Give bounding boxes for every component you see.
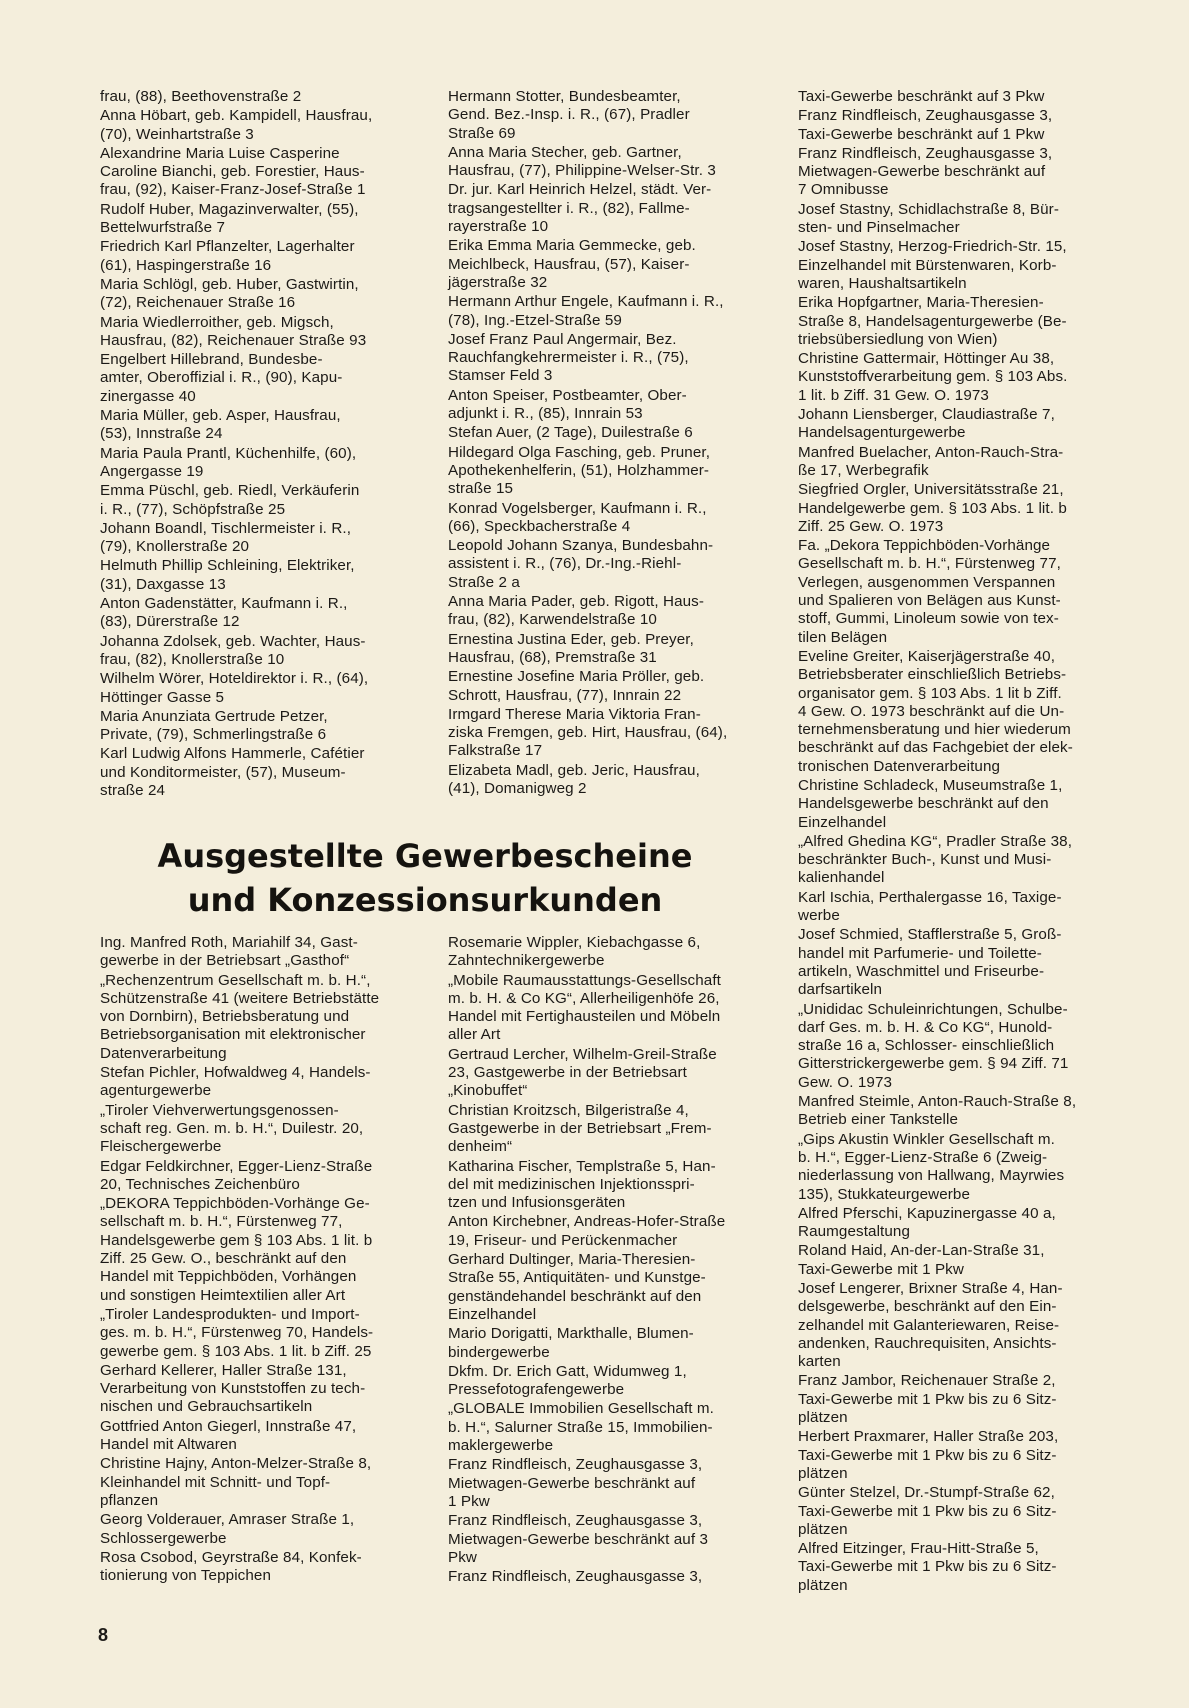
list-entry: Karl Ischia, Perthalergasse 16, Taxige- werbe <box>798 888 1062 925</box>
list-entry: Manfred Steimle, Anton-Rauch-Straße 8, Betrieb einer Tankstelle <box>798 1093 1077 1129</box>
list-entry: Hildegard Olga Fasching, geb. Pruner, Apothekenhelferin, (51), Holzhammer- straße 15 <box>448 443 711 498</box>
list-entry: Christian Kroitzsch, Bilgeristraße 4, Gastgewerbe in der Betriebsart „Frem- denheim“ <box>448 1101 712 1156</box>
list-entry: Günter Stelzel, Dr.-Stumpf-Straße 62, Taxi-Gewerbe mit 1 Pkw bis zu 6 Sitz- plätzen <box>798 1484 1057 1538</box>
list-entry: Maria Paula Prantl, Küchenhilfe, (60), Angergasse 19 <box>100 444 357 480</box>
list-entry: Herbert Praxmarer, Haller Straße 203, Taxi-Gewerbe mit 1 Pkw bis zu 6 Sitz- plätzen <box>798 1428 1059 1482</box>
list-entry: Stefan Pichler, Hofwaldweg 4, Handels- agenturgewerbe <box>100 1064 371 1100</box>
column-top-middle <box>448 88 748 799</box>
list-entry: Dr. jur. Karl Heinrich Helzel, städt. Ver- tragsangestellter i. R., (82), Fallme- rayerstraße 10 <box>448 181 712 236</box>
list-entry: Helmuth Phillip Schleining, Elektriker, (31), Daxgasse 13 <box>100 557 355 593</box>
list-entry: Johann Boandl, Tischlermeister i. R., (79), Knollerstraße 20 <box>100 519 352 556</box>
list-entry: Josef Lengerer, Brixner Straße 4, Han- delsgewerbe, beschränkt auf den Ein- zelhandel mit Galanteriewaren, Reise- andenken, Rauchrequisiten, Ansichts- karten <box>798 1280 1063 1371</box>
list-entry: Christine Schladeck, Museumstraße 1, Handelsgewerbe beschränkt auf den Einzelhandel <box>798 776 1063 831</box>
list-entry: Rudolf Huber, Magazinverwalter, (55), Bettelwurfstraße 7 <box>100 200 359 237</box>
list-entry: Erika Emma Maria Gemmecke, geb. Meichlbeck, Hausfrau, (57), Kaiser- jägerstraße 32 <box>448 237 696 291</box>
list-entry: Edgar Feldkirchner, Egger-Lienz-Straße 20, Technisches Zeichenbüro <box>100 1157 373 1193</box>
list-entry: Maria Wiedlerroither, geb. Migsch, Hausfrau, (82), Reichenauer Straße 93 <box>100 313 367 349</box>
list-entry: Franz Rindfleisch, Zeughausgasse 3, <box>448 1568 703 1586</box>
list-entry: Friedrich Karl Pflanzelter, Lagerhalter (61), Haspingerstraße 16 <box>100 238 355 274</box>
list-entry: Erika Hopfgartner, Maria-Theresien- Straße 8, Handelsagenturgewerbe (Be- triebsübersiedlung von Wien) <box>798 294 1067 348</box>
list-entry: Josef Franz Paul Angermair, Bez. Rauchfangkehrermeister i. R., (75), Stamser Feld 3 <box>448 330 689 385</box>
list-entry: „Rechenzentrum Gesellschaft m. b. H.“, Schützenstraße 41 (weitere Betriebstätte von Dornbirn), Betriebsberatung und Betriebsorganisation mit elektronischer Datenverarbeitung <box>100 971 380 1062</box>
list-entry: Manfred Buelacher, Anton-Rauch-Stra- ße 17, Werbegrafik <box>798 443 1064 479</box>
list-entry: „GLOBALE Immobilien Gesellschaft m. b. H.“, Salurner Straße 15, Immobilien- maklergewerbe <box>448 1400 714 1455</box>
list-entry: Josef Schmied, Stafflerstraße 5, Groß- handel mit Parfumerie- und Toilette- artikeln, Waschmittel und Friseurbe- darfsartikeln <box>798 926 1062 999</box>
column-bottom-middle <box>448 934 768 1587</box>
list-entry: Franz Jambor, Reichenauer Straße 2, Taxi-Gewerbe mit 1 Pkw bis zu 6 Sitz- plätzen <box>798 1372 1057 1427</box>
list-entry: Georg Volderauer, Amraser Straße 1, Schlossergewerbe <box>100 1511 355 1547</box>
list-entry: Christine Hajny, Anton-Melzer-Straße 8, Kleinhandel mit Schnitt- und Topf- pflanzen <box>100 1455 372 1509</box>
list-entry: Anton Gadenstätter, Kaufmann i. R., (83), Dürerstraße 12 <box>100 595 348 631</box>
list-entry: Anton Kirchebner, Andreas-Hofer-Straße 19, Friseur- und Perückenmacher <box>448 1213 726 1249</box>
list-entry: Gerhard Kellerer, Haller Straße 131, Verarbeitung von Kunststoffen zu tech- nischen und Gebrauchsartikeln <box>100 1361 366 1416</box>
list-entry: Alexandrine Maria Luise Casperine Caroline Bianchi, geb. Forestier, Haus- frau, (92), Kaiser-Franz-Josef-Straße 1 <box>100 144 366 199</box>
list-entry: Emma Püschl, geb. Riedl, Verkäuferin i. R., (77), Schöpfstraße 25 <box>100 482 360 518</box>
section-heading <box>100 834 750 922</box>
list-entry: Siegfried Orgler, Universitätsstraße 21, Handelgewerbe gem. § 103 Abs. 1 lit. b Ziff. 25 Gew. O. 1973 <box>798 481 1067 535</box>
list-entry: Alfred Eitzinger, Frau-Hitt-Straße 5, Taxi-Gewerbe mit 1 Pkw bis zu 6 Sitz- plätzen <box>798 1540 1057 1594</box>
list-entry: Anton Speiser, Postbeamter, Ober- adjunkt i. R., (85), Innrain 53 <box>448 386 687 423</box>
section-heading-line-1: Ausgestellte Gewerbescheine <box>157 837 693 875</box>
list-entry: „Unididac Schuleinrichtungen, Schulbe- darf Ges. m. b. H. & Co KG“, Hunold- straße 16 a, Schlosser- einschließlich Gitterstrickergewerbe gem. § 94 Ziff. 71 Gew. O. 1973 <box>798 1000 1069 1091</box>
list-entry: „Gips Akustin Winkler Gesellschaft m. b. H.“, Egger-Lienz-Straße 6 (Zweig- niederlassung von Hallwang, Mayrwies 135), Stukkateurgewerbe <box>798 1130 1065 1203</box>
list-entry: Engelbert Hillebrand, Bundesbe- amter, Oberoffizial i. R., (90), Kapu- zinergasse 40 <box>100 351 343 405</box>
list-entry: Hermann Stotter, Bundesbeamter, Gend. Bez.-Insp. i. R., (67), Pradler Straße 69 <box>448 88 690 142</box>
list-entry: Maria Müller, geb. Asper, Hausfrau, (53), Innstraße 24 <box>100 407 341 443</box>
column-right <box>798 88 1118 1596</box>
list-entry: Ernestine Josefine Maria Pröller, geb. Schrott, Hausfrau, (77), Innrain 22 <box>448 668 705 704</box>
column-top-left <box>100 88 400 801</box>
section-heading-line-2: und Konzessionsurkunden <box>187 881 663 919</box>
list-entry: frau, (88), Beethovenstraße 2 <box>100 88 302 105</box>
list-entry: „Tiroler Viehverwertungsgenossen- schaft reg. Gen. m. b. H.“, Duilestr. 20, Fleischergewerbe <box>100 1101 364 1156</box>
list-entry: Gerhard Dultinger, Maria-Theresien- Straße 55, Antiquitäten- und Kunstge- genständehandel beschränkt auf den Einzelhandel <box>448 1251 706 1323</box>
list-entry: „Alfred Ghedina KG“, Pradler Straße 38, beschränkter Buch-, Kunst und Musi- kalienhandel <box>798 832 1073 887</box>
list-entry: Johanna Zdolsek, geb. Wachter, Haus- frau, (82), Knollerstraße 10 <box>100 632 366 668</box>
list-entry: Rosa Csobod, Geyrstraße 84, Konfek- tionierung von Teppichen <box>100 1548 362 1585</box>
list-entry: Franz Rindfleisch, Zeughausgasse 3, Mietwagen-Gewerbe beschränkt auf 7 Omnibusse <box>798 144 1053 199</box>
list-entry: Dkfm. Dr. Erich Gatt, Widumweg 1, Pressefotografengewerbe <box>448 1362 687 1399</box>
list-entry: Fa. „Dekora Teppichböden-Vorhänge Gesellschaft m. b. H.“, Fürstenweg 77, Verlegen, ausgenommen Verspannen und Spalieren von Belägen aus Kunst- stoff, Gummi, Linoleum sowie von tex- tilen Belägen <box>798 537 1061 646</box>
list-entry: Johann Liensberger, Claudiastraße 7, Handelsagenturgewerbe <box>798 406 1055 442</box>
list-entry: Konrad Vogelsberger, Kaufmann i. R., (66), Speckbacherstraße 4 <box>448 499 707 535</box>
list-entry: Mario Dorigatti, Markthalle, Blumen- bindergewerbe <box>448 1325 694 1361</box>
list-entry: Stefan Auer, (2 Tage), Duilestraße 6 <box>448 424 693 442</box>
list-entry: Ing. Manfred Roth, Mariahilf 34, Gast- gewerbe in der Betriebsart „Gasthof“ <box>100 934 358 970</box>
list-entry: Katharina Fischer, Templstraße 5, Han- del mit medizinischen Injektionsspri- tzen und Infusionsgeräten <box>448 1157 716 1212</box>
list-entry: Leopold Johann Szanya, Bundesbahn- assistent i. R., (76), Dr.-Ing.-Riehl- Straße 2 a <box>448 537 714 591</box>
list-entry: Christine Gattermair, Höttinger Au 38, Kunststoffverarbeitung gem. § 103 Abs. 1 lit. b Ziff. 31 Gew. O. 1973 <box>798 350 1068 404</box>
list-entry: Ernestina Justina Eder, geb. Preyer, Hausfrau, (68), Premstraße 31 <box>448 630 694 666</box>
list-entry: Maria Schlögl, geb. Huber, Gastwirtin, (72), Reichenauer Straße 16 <box>100 275 359 312</box>
list-entry: Anna Maria Pader, geb. Rigott, Haus- frau, (82), Karwendelstraße 10 <box>448 593 705 629</box>
list-entry: Maria Anunziata Gertrude Petzer, Private, (79), Schmerlingstraße 6 <box>100 707 328 744</box>
list-entry: „Mobile Raumausstattungs-Gesellschaft m. b. H. & Co KG“, Allerheiligenhöfe 26, Handel mit Fertighausteilen und Möbeln aller Art <box>448 971 721 1044</box>
list-entry: Gertraud Lercher, Wilhelm-Greil-Straße 23, Gastgewerbe in der Betriebsart „Kinobuffet“ <box>448 1045 717 1100</box>
list-entry: „DEKORA Teppichböden-Vorhänge Ge- sellschaft m. b. H.“, Fürstenweg 77, Handelsgewerbe gem § 103 Abs. 1 lit. b Ziff. 25 Gew. O., beschränkt auf den Handel mit Teppichböden, Vorhängen und sonstigen Heimtextilien aller Art <box>100 1195 373 1304</box>
list-entry: Irmgard Therese Maria Viktoria Fran- ziska Fremgen, geb. Hirt, Hausfrau, (64), Falkstraße 17 <box>448 705 728 760</box>
list-entry: Hermann Arthur Engele, Kaufmann i. R., (78), Ing.-Etzel-Straße 59 <box>448 293 724 329</box>
list-entry: Gottfried Anton Giegerl, Innstraße 47, Handel mit Altwaren <box>100 1417 357 1454</box>
list-entry: Franz Rindfleisch, Zeughausgasse 3, Mietwagen-Gewerbe beschränkt auf 3 Pkw <box>448 1512 709 1566</box>
column-bottom-left <box>100 934 412 1586</box>
list-entry: Franz Rindfleisch, Zeughausgasse 3, Mietwagen-Gewerbe beschränkt auf 1 Pkw <box>448 1456 703 1510</box>
list-entry: Roland Haid, An-der-Lan-Straße 31, Taxi-Gewerbe mit 1 Pkw <box>798 1242 1045 1278</box>
list-entry: Anna Maria Stecher, geb. Gartner, Hausfrau, (77), Philippine-Welser-Str. 3 <box>448 143 716 180</box>
list-entry: Eveline Greiter, Kaiserjägerstraße 40, Betriebsberater einschließlich Betriebs- organisator gem. § 103 Abs. 1 lit b Ziff. 4 Gew. O. 1973 beschränkt auf die Un- ternehmensberatung und hier wiederum beschränkt auf das Fachgebiet der elek- tronischen Datenverarbeitung <box>798 647 1073 775</box>
list-entry: Elizabeta Madl, geb. Jeric, Hausfrau, (41), Domanigweg 2 <box>448 761 700 797</box>
list-entry: Franz Rindfleisch, Zeughausgasse 3, Taxi-Gewerbe beschränkt auf 1 Pkw <box>798 107 1053 143</box>
list-entry: Wilhelm Wörer, Hoteldirektor i. R., (64), Höttinger Gasse 5 <box>100 670 369 706</box>
page-number: 8 <box>98 1625 109 1645</box>
list-entry: Josef Stastny, Herzog-Friedrich-Str. 15, Einzelhandel mit Bürstenwaren, Korb- waren, Haushaltsartikeln <box>798 238 1067 292</box>
list-entry: Taxi-Gewerbe beschränkt auf 3 Pkw <box>798 88 1045 105</box>
list-entry: Karl Ludwig Alfons Hammerle, Cafétier und Konditormeister, (57), Museum- straße 24 <box>100 745 365 799</box>
list-entry: Rosemarie Wippler, Kiebachgasse 6, Zahntechnikergewerbe <box>448 934 701 970</box>
list-entry: Alfred Pferschi, Kapuzinergasse 40 a, Raumgestaltung <box>798 1204 1056 1241</box>
list-entry: Josef Stastny, Schidlachstraße 8, Bür- sten- und Pinselmacher <box>798 200 1059 237</box>
list-entry: Anna Höbart, geb. Kampidell, Hausfrau, (70), Weinhartstraße 3 <box>100 107 373 143</box>
list-entry: „Tiroler Landesprodukten- und Import- ges. m. b. H.“, Fürstenweg 70, Handels- gewerbe gem. § 103 Abs. 1 lit. b Ziff. 25 <box>100 1305 374 1360</box>
